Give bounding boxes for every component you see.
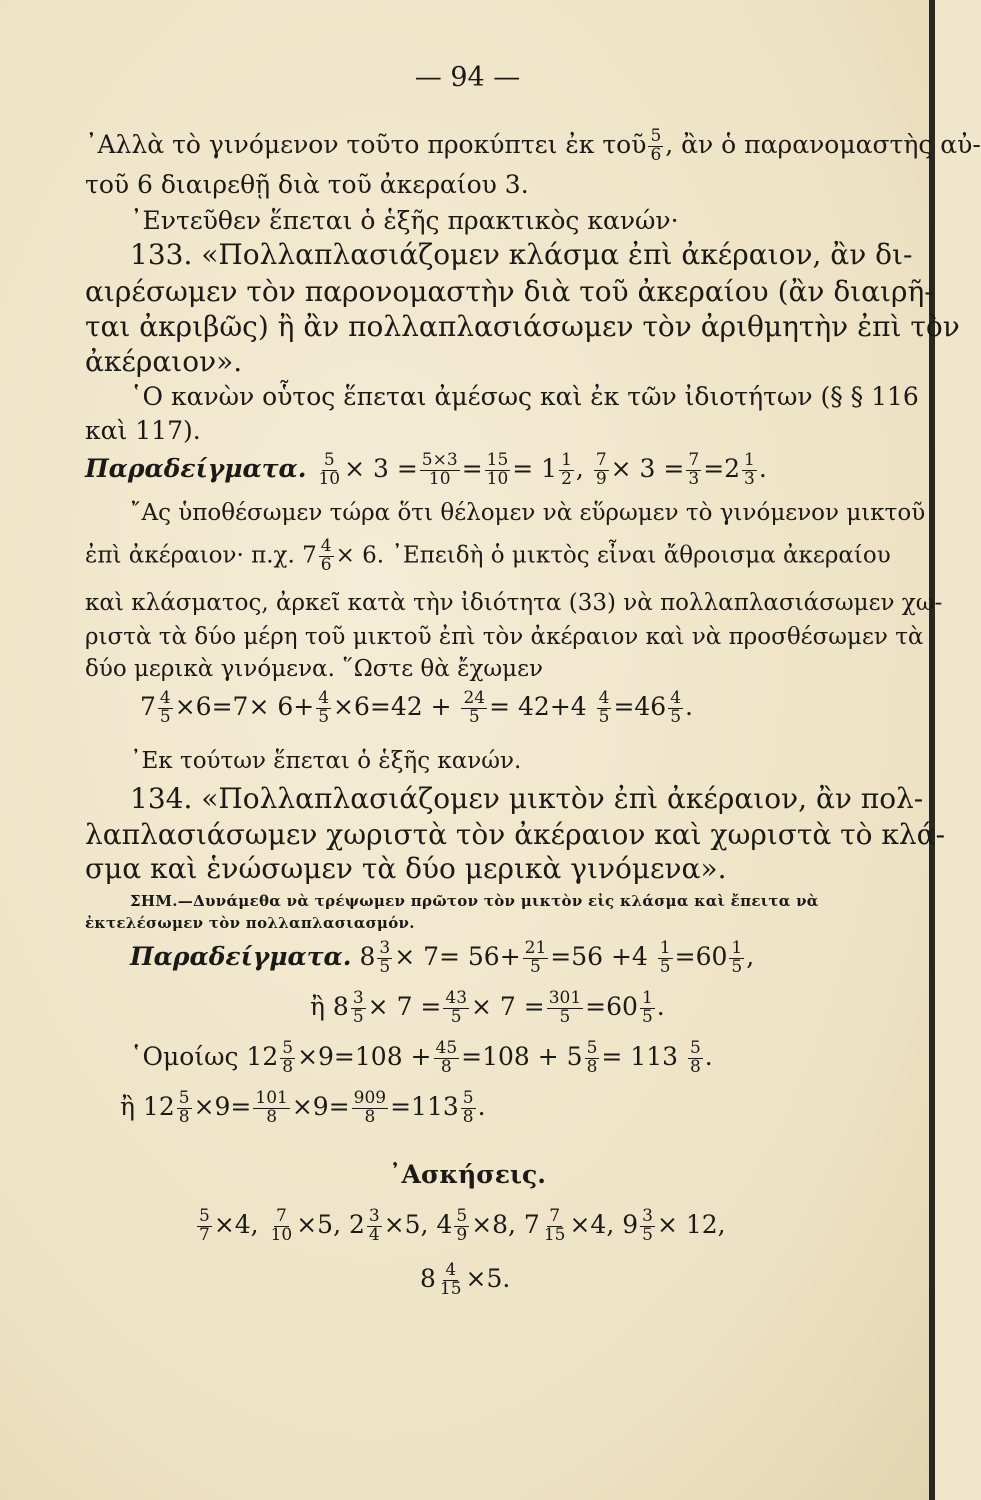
rule-133-line-1: 133. «Πολλαπλασιάζομεν κλάσμα ἐπὶ ἀκέραιον, ἂν δι- — [130, 238, 913, 271]
text-line-9: καὶ 117). — [85, 416, 201, 445]
rule-134-line-2: λαπλασιάσωμεν χωριστὰ τὸν ἀκέραιον καὶ χωριστὰ τὸ κλά- — [85, 818, 946, 851]
examples-label: Παραδείγματα. — [85, 453, 307, 483]
examples-line-2: Παραδείγματα. 8 $\frac{3}{5}$ × 7= 56+ $\frac{21}{5}$ =56 +4 $\frac{1}{5}$ =60 $\frac{1}{5}$ , — [130, 938, 755, 977]
equation-similarly: ῾Ομοίως 12 $\frac{5}{8}$ ×9=108 + $\frac{45}{8}$ =108 + 5 $\frac{5}{8}$ = 113 $\frac{5}{8}$ . — [130, 1038, 713, 1077]
exercises-heading: ᾿Ασκήσεις. — [389, 1160, 546, 1189]
text-line-13: καὶ κλάσματος, ἀρκεῖ κατὰ τὴν ἰδιότητα (33) νὰ πολλαπλασιάσωμεν χω- — [85, 590, 943, 616]
rule-133-line-3: ται ἀκριβῶς) ἢ ἂν πολλαπλασιάσωμεν τὸν ἀριθμητὴν ἐπὶ τὸν — [85, 310, 960, 343]
text-line-15: δύο μερικὰ γινόμενα. ῞Ωστε θὰ ἔχωμεν — [85, 656, 543, 682]
equation-alt-1: ἢ 8 $\frac{3}{5}$ × 7 = $\frac{43}{5}$ × 7 = $\frac{301}{5}$ =60 $\frac{1}{5}$ . — [310, 988, 665, 1027]
note-line-1: ΣΗΜ.—Δυνάμεθα νὰ τρέψωμεν πρῶτον τὸν μικτὸν εἰς κλάσμα καὶ ἔπειτα νὰ — [130, 892, 819, 910]
text-line-14: ριστὰ τὰ δύο μέρη τοῦ μικτοῦ ἐπὶ τὸν ἀκέραιον καὶ νὰ προσθέσωμεν τὰ — [85, 624, 924, 650]
equation-mixed-product: 7 $\frac{4}{5}$ ×6=7× 6+ $\frac{4}{5}$ ×6=42 + $\frac{24}{5}$ = 42+4 $\frac{4}{5}$ =46 $\frac{4}{5}$ . — [140, 688, 693, 727]
equation-alt-2: ἢ 12 $\frac{5}{8}$ ×9= $\frac{101}{8}$ ×9= $\frac{909}{8}$ =113 $\frac{5}{8}$ . — [120, 1088, 486, 1127]
exercises-line-1: $\frac{5}{7}$ ×4, $\frac{7}{10}$ ×5, 2 $\frac{3}{4}$ ×5, 4 $\frac{5}{9}$ ×8, 7 $\frac{7}{15}$ ×4, 9 $\frac{3}{5}$ × 12, — [199, 1206, 726, 1245]
examples-line-1: Παραδείγματα. $\frac{5}{10}$ × 3 = $\frac{5\times 3}{10}$ = $\frac{15}{10}$ = 1 $\frac{1}{2}$ , $\frac{7}{9}$ × 3 = $\frac{7}{3}$ =2 $\frac{1}{3}$ . — [85, 450, 767, 489]
text-line-8: ῾Ο κανὼν οὗτος ἕπεται ἀμέσως καὶ ἐκ τῶν ἰδιοτήτων (§ § 116 — [130, 382, 919, 411]
text-line-1: ᾿Αλλὰ τὸ γινόμενον τοῦτο προκύπτει ἐκ τοῦ $\frac{5}{6}$ , ἂν ὁ παρανομαστὴς αὐ- — [85, 126, 981, 165]
book-spine-edge — [929, 0, 935, 1500]
text-line-2: τοῦ 6 διαιρεθῇ διὰ τοῦ ἀκεραίου 3. — [85, 170, 529, 199]
fraction: $\frac{5}{6}$ — [650, 126, 662, 165]
exercises-line-2: 8 $\frac{4}{15}$ ×5. — [420, 1260, 511, 1299]
page-number: — 94 — — [414, 62, 521, 93]
rule-134-line-3: σμα καὶ ἑνώσωμεν τὰ δύο μερικὰ γινόμενα». — [85, 852, 727, 885]
text-line-17: ᾿Εκ τούτων ἕπεται ὁ ἑξῆς κανών. — [130, 748, 522, 774]
rule-133-line-2: αιρέσωμεν τὸν παρονομαστὴν διὰ τοῦ ἀκεραίου (ἂν διαιρῆ- — [85, 275, 934, 308]
text-line-3: ᾿Εντεῦθεν ἕπεται ὁ ἑξῆς πρακτικὸς κανών· — [130, 206, 679, 235]
rule-134-line-1: 134. «Πολλαπλασιάζομεν μικτὸν ἐπὶ ἀκέραιον, ἂν πολ- — [130, 782, 924, 815]
rule-133-line-4: ἀκέραιον». — [85, 345, 243, 378]
text-line-12: ἐπὶ ἀκέραιον· π.χ. 7 $\frac{4}{6}$ × 6. ᾿Επειδὴ ὁ μικτὸς εἶναι ἄθροισμα ἀκεραίου — [85, 536, 891, 575]
text-line-11: ῎Ας ὑποθέσωμεν τώρα ὅτι θέλομεν νὰ εὕρωμεν τὸ γινόμενον μικτοῦ — [130, 500, 926, 526]
note-line-2: ἐκτελέσωμεν τὸν πολλαπλασιασμόν. — [85, 914, 415, 932]
